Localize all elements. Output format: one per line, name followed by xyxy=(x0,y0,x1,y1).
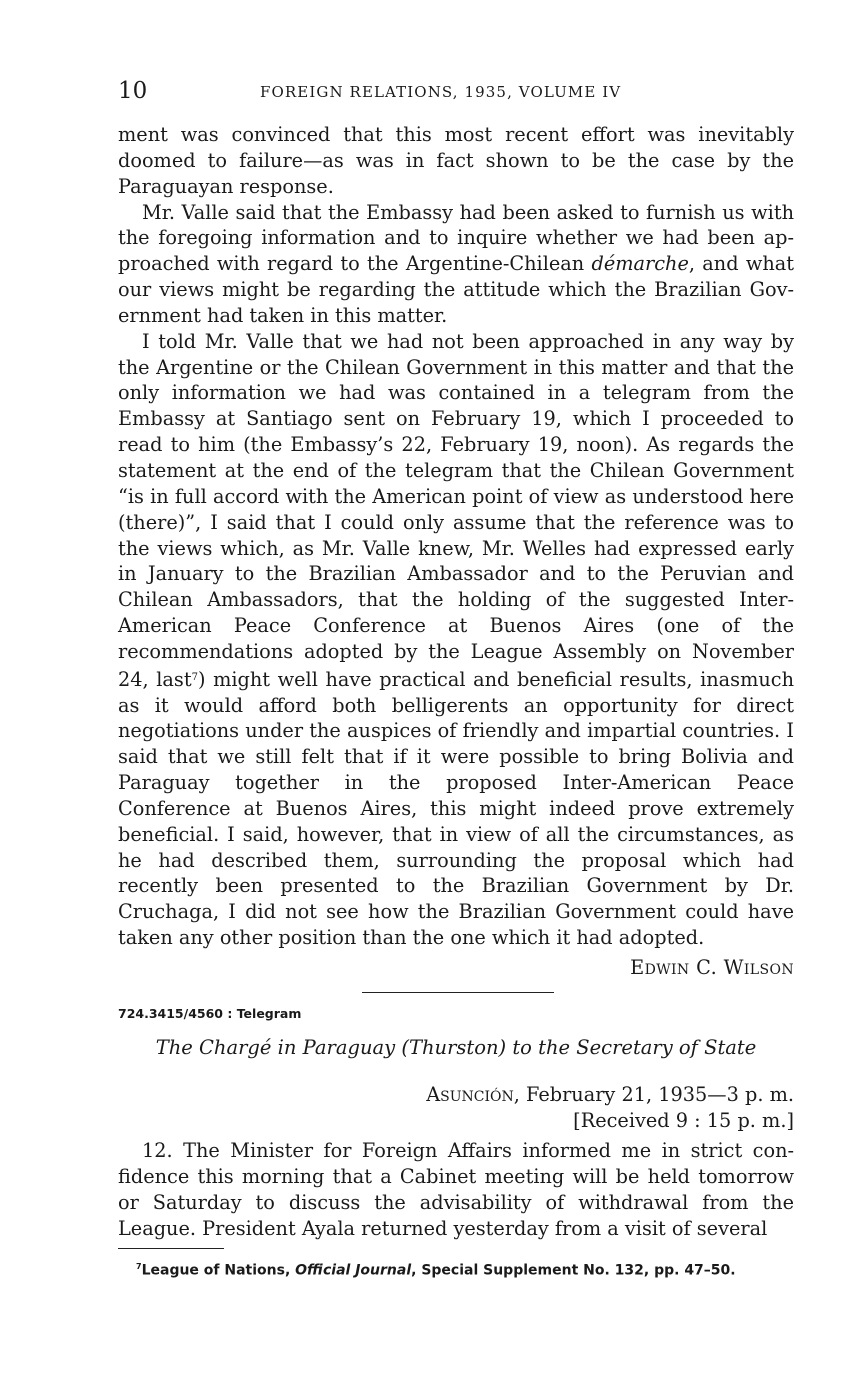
received-line: [Received 9 : 15 p. m.] xyxy=(573,1109,794,1132)
memo-paragraph-continued: ment was convinced that this most recent effort was inevitably doomed to failure—as was in fact shown to be the case by the Paraguayan response. xyxy=(118,123,794,198)
page-number: 10 xyxy=(118,78,148,104)
telegram-paragraph: 12. The Minister for Foreign Affairs informed me in strict confidence this morning that a Cabinet meeting will be held tomorrow or Saturday to discuss the advisability of withdrawal from the League. President Ayala returned yesterday from a visit of several xyxy=(118,1139,794,1240)
file-reference: 724.3415/4560 : Telegram xyxy=(118,1006,302,1021)
dateline xyxy=(118,1082,794,1134)
footnote-divider xyxy=(118,1248,224,1249)
footnote-reference: 7 xyxy=(191,671,198,683)
running-head xyxy=(118,78,794,108)
memo-body xyxy=(118,122,794,951)
demarche-term: démarche xyxy=(591,252,689,276)
memo-paragraph-3: I told Mr. Valle that we had not been approached in any way by the Argentine or the Chilean Government in this matter and that the only information we had was contained in a telegram from the Embassy at Santiago sent on February 19, which I proceeded to read to him (the Embassy’s 22, February 19, noon). As regards the statement at the end of the telegram that the Chilean Government “is in full accord with the American point of view as understood here (there)”, I said that I could only assume that the reference was to the views which, as Mr. Valle knew, Mr. Welles had expressed early in January to the Brazilian Ambassador and to the Peruvian and Chilean Ambassadors, that the holding of the suggested Inter-American Peace Conference at Buenos Aires (one of the recommendations adopted by the League Assembly on November 24, last$^7$) might well have practical and beneficial results, inasmuch as it would afford both belligerents an opportunity for direct negotiations under the auspices of friendly and impartial countries. I said that we still felt that if it were possible to bring Bolivia and Paraguay together in the proposed Inter-American Peace Conference at Buenos Aires, this might indeed prove extremely beneficial. I said, however, that in view of all the circumstances, as he had described them, surrounding the proposal which had recently been presented to the Brazilian Government by Dr. Cruchaga, I did not see how the Brazilian Government could have taken any other position than the one which it had adopted. xyxy=(118,329,794,950)
running-title: FOREIGN RELATIONS, 1935, VOLUME IV xyxy=(260,83,622,101)
memo-paragraph-2: Mr. Valle said that the Embassy had been asked to furnish us with the foregoing information and to inquire whether we had been approached with regard to the Argentine-Chilean démarche, and what our views might be regarding the attitude which the Brazilian Government had taken in this matter. xyxy=(118,200,794,327)
signature: Edwin C. Wilson xyxy=(630,956,794,979)
footnote: $^7$League of Nations, Official Journal, Special Supplement No. 132, pp. 47–50. xyxy=(136,1262,736,1279)
section-divider xyxy=(362,992,554,993)
footnote-marker: 7 xyxy=(136,1262,142,1271)
date-time: , February 21, 1935—3 p. m. xyxy=(513,1083,794,1106)
telegram-body xyxy=(118,1138,794,1241)
place-name: Asunción xyxy=(426,1083,514,1106)
journal-title: Official Journal xyxy=(295,1262,412,1279)
document-title: The Chargé in Paraguay (Thurston) to the Secretary of State xyxy=(155,1036,757,1059)
date-line xyxy=(118,1082,794,1108)
